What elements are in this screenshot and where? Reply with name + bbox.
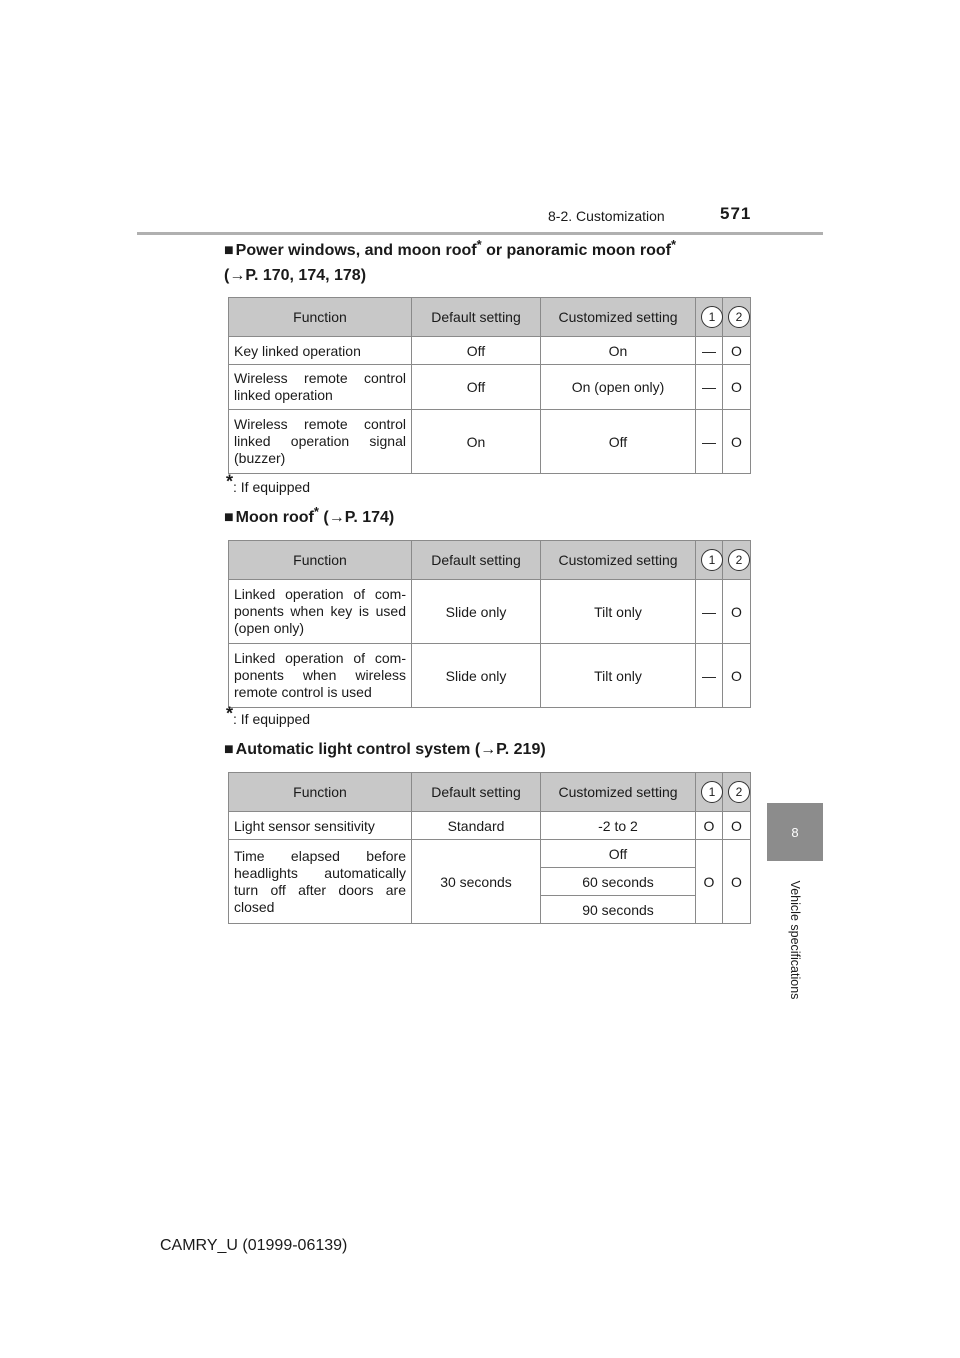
footnote [226, 703, 311, 727]
column-header-function: Function [229, 773, 412, 812]
function-cell: Light sensor sensitivity [229, 812, 412, 840]
col2-cell: O [723, 644, 751, 708]
circled-number-2-icon: 2 [728, 549, 750, 571]
function-cell: Wireless remote control linked operation signal (buzzer) [229, 410, 412, 474]
col2-cell: O [723, 812, 751, 840]
customized-cell: On [541, 337, 696, 365]
moon-roof-table [228, 540, 751, 708]
default-cell: Off [412, 365, 541, 410]
function-cell: Linked operation of com- ponents when key is used (open only) [229, 580, 412, 644]
column-header-customized: Customized setting [541, 773, 696, 812]
column-header-2 [723, 541, 751, 580]
power-windows-table [228, 297, 751, 474]
chapter-tab[interactable]: 8 [767, 803, 823, 861]
square-bullet-icon: ■ [224, 741, 234, 758]
table-header-row [229, 773, 751, 812]
col2-cell: O [723, 365, 751, 410]
col2-cell: O [723, 410, 751, 474]
table-row [229, 410, 751, 474]
col1-cell: — [696, 337, 723, 365]
column-header-customized: Customized setting [541, 541, 696, 580]
automatic-light-table [228, 772, 751, 924]
col1-cell: — [696, 365, 723, 410]
table-row [229, 337, 751, 365]
document-code: CAMRY_U (01999-06139) [160, 1237, 348, 1254]
circled-number-2-icon: 2 [728, 781, 750, 803]
table-row [229, 812, 751, 840]
page-reference-link[interactable]: (→P. 170, 174, 178) [224, 267, 367, 284]
heading-text: Power windows, and moon roof [235, 242, 477, 259]
footnote [226, 471, 311, 495]
col2-cell: O [723, 337, 751, 365]
asterisk-mark: * [226, 471, 234, 492]
asterisk-mark: * [670, 237, 677, 253]
circled-number-2-icon: 2 [728, 306, 750, 328]
default-cell: Slide only [412, 644, 541, 708]
function-cell: Time elapsed before headlights automatically turn off after doors are closed [229, 840, 412, 924]
customized-cell: -2 to 2 [541, 812, 696, 840]
col1-cell: — [696, 644, 723, 708]
function-cell: Wireless remote control linked operation [229, 365, 412, 410]
header-divider [137, 232, 823, 235]
column-header-function: Function [229, 541, 412, 580]
asterisk-mark: * [476, 237, 482, 253]
column-header-1 [696, 298, 723, 337]
heading-text: Automatic light control system (→P. 219) [235, 741, 546, 758]
section-heading-power-windows [224, 238, 676, 264]
column-header-2 [723, 298, 751, 337]
chapter-label: Vehicle specifications [788, 880, 802, 1000]
section-heading-automatic-light [224, 737, 546, 763]
column-header-default: Default setting [412, 541, 541, 580]
function-cell: Key linked operation [229, 337, 412, 365]
page-number: 571 [720, 204, 752, 223]
default-cell: Standard [412, 812, 541, 840]
col1-cell: — [696, 410, 723, 474]
customized-cell: Off [541, 840, 696, 868]
col2-cell: O [723, 840, 751, 924]
customized-cell: Tilt only [541, 644, 696, 708]
asterisk-mark: * [226, 703, 234, 724]
column-header-function: Function [229, 298, 412, 337]
footnote-text: : If equipped [233, 711, 311, 727]
column-header-1 [696, 773, 723, 812]
asterisk-mark: * [313, 504, 319, 520]
col1-cell: O [696, 840, 723, 924]
table-row [229, 644, 751, 708]
page-reference-link[interactable]: (→P. 174) [318, 509, 395, 526]
table-row [229, 365, 751, 410]
section-header: 8-2. Customization [548, 208, 665, 224]
default-cell: Slide only [412, 580, 541, 644]
column-header-2 [723, 773, 751, 812]
circled-number-1-icon: 1 [701, 549, 723, 571]
table-header-row [229, 541, 751, 580]
section-heading-moon-roof [224, 505, 394, 531]
footnote-text: : If equipped [233, 479, 311, 495]
default-cell: On [412, 410, 541, 474]
circled-number-1-icon: 1 [701, 306, 723, 328]
square-bullet-icon: ■ [224, 509, 234, 526]
circled-number-1-icon: 1 [701, 781, 723, 803]
table-row [229, 580, 751, 644]
default-cell: Off [412, 337, 541, 365]
table-row [229, 840, 751, 868]
customized-cell: Tilt only [541, 580, 696, 644]
col1-cell: — [696, 580, 723, 644]
square-bullet-icon: ■ [224, 242, 234, 259]
customized-cell: Off [541, 410, 696, 474]
default-cell: 30 seconds [412, 840, 541, 924]
col2-cell: O [723, 580, 751, 644]
customized-cell: On (open only) [541, 365, 696, 410]
customized-cell: 60 seconds [541, 868, 696, 896]
heading-text: Moon roof [235, 509, 314, 526]
column-header-default: Default setting [412, 298, 541, 337]
heading-text: or panoramic moon roof [481, 242, 671, 259]
column-header-1 [696, 541, 723, 580]
table-header-row [229, 298, 751, 337]
col1-cell: O [696, 812, 723, 840]
column-header-customized: Customized setting [541, 298, 696, 337]
customized-cell: 90 seconds [541, 896, 696, 924]
function-cell: Linked operation of com- ponents when wireless remote control is used [229, 644, 412, 708]
column-header-default: Default setting [412, 773, 541, 812]
